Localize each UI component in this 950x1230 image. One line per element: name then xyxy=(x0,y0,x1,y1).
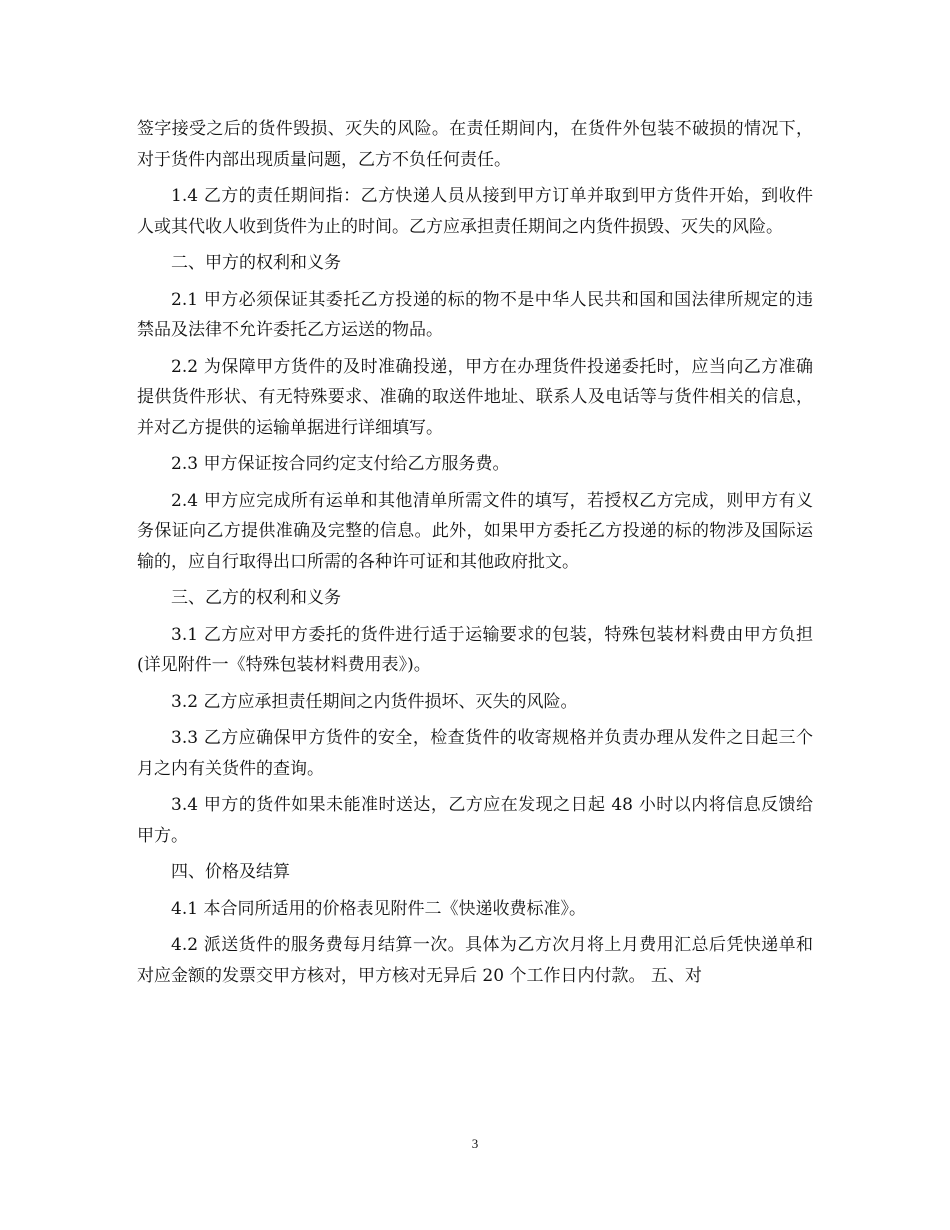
document-body xyxy=(137,114,813,997)
paragraph: 四、价格及结算 xyxy=(171,862,290,882)
paragraph: 3.2 乙方应承担责任期间之内货件损坏、灭失的风险。 xyxy=(171,691,578,712)
paragraph: 2.3 甲方保证按合同约定支付给乙方服务费。 xyxy=(171,454,510,474)
paragraph: 3.1 乙方应对甲方委托的货件进行适于运输要求的包装，特殊包装材料费由甲方负担(详见附件一《特殊包装材料费用表》)。 xyxy=(137,624,813,675)
paragraph: 3.3 乙方应确保甲方货件的安全，检查货件的收寄规格并负责办理从发件之日起三个月之内有关货件的查询。 xyxy=(137,728,813,779)
paragraph: 1.4 乙方的责任期间指：乙方快递人员从接到甲方订单并取到甲方货件开始，到收件人或其代收人收到货件为止的时间。乙方应承担责任期间之内货件损毁、灭失的风险。 xyxy=(137,186,813,237)
paragraph: 签字接受之后的货件毁损、灭失的风险。在责任期间内，在货件外包装不破损的情况下，对于货件内部出现质量问题，乙方不负任何责任。 xyxy=(137,119,813,170)
paragraph: 2.4 甲方应完成所有运单和其他清单所需文件的填写，若授权乙方完成，则甲方有义务保证向乙方提供准确及完整的信息。此外，如果甲方委托乙方投递的标的物涉及国际运输的，应自行取得出口所需的各种许可证和其他政府批文。 xyxy=(137,490,813,572)
paragraph: 4.1 本合同所适用的价格表见附件二《快递收费标准》。 xyxy=(171,898,586,919)
paragraph: 2.2 为保障甲方货件的及时准确投递，甲方在办理货件投递委托时，应当向乙方准确提供货件形状、有无特殊要求、准确的取送件地址、联系人及电话等与货件相关的信息，并对乙方提供的运输单据进行详细填写。 xyxy=(137,356,813,438)
paragraph: 二、甲方的权利和义务 xyxy=(171,253,341,273)
paragraph: 2.1 甲方必须保证其委托乙方投递的标的物不是中华人民共和国和国法律所规定的违禁品及法律不允许委托乙方运送的物品。 xyxy=(137,289,813,340)
paragraph: 4.2 派送货件的服务费每月结算一次。具体为乙方次月将上月费用汇总后凭快递单和对应金额的发票交甲方核对，甲方核对无异后 20 个工作日内付款。 五、对 xyxy=(137,935,813,986)
paragraph: 3.4 甲方的货件如果未能准时送达，乙方应在发现之日起 48 小时以内将信息反馈给甲方。 xyxy=(137,795,813,846)
page-number: 3 xyxy=(471,1136,479,1151)
paragraph: 三、乙方的权利和义务 xyxy=(171,588,341,608)
